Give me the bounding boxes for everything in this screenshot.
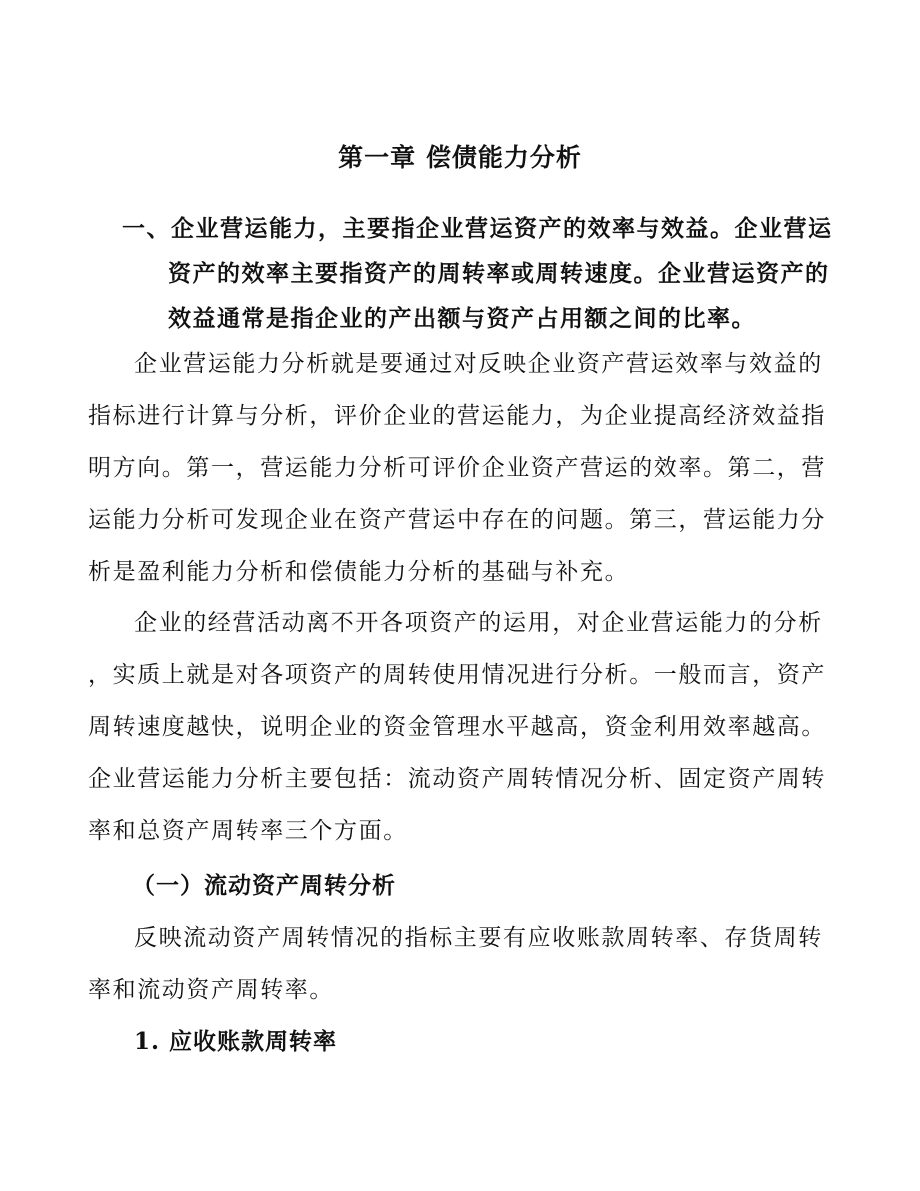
paragraph-line: 企业营运能力分析就是要通过对反映企业资产营运效率与效益的 [134,351,823,377]
paragraph-line: 率和总资产周转率三个方面。 [88,818,408,844]
section-heading-line: 资产的效率主要指资产的周转率或周转速度。企业营运资产的 [168,260,830,287]
paragraph-operating-capacity-analysis [88,338,828,598]
chapter-title: 第一章 偿债能力分析 [338,143,582,172]
paragraph-line: 明方向。第一，营运能力分析可评价企业资产营运的效率。第二，营 [88,455,826,481]
paragraph-line: 运能力分析可发现企业在资产营运中存在的问题。第三，营运能力分 [88,507,826,533]
numbered-item-receivables-turnover: 1. 应收账款周转率 [134,1028,338,1055]
paragraph-current-asset-indicators [88,912,828,1016]
subheading-current-asset-turnover: （一）流动资产周转分析 [132,872,396,899]
section-heading-line: 效益通常是指企业的产出额与资产占用额之间的比率。 [168,305,756,332]
paragraph-line: 率和流动资产周转率。 [88,977,334,1003]
paragraph-line: 周转速度越快，说明企业的资金管理水平越高，资金利用效率越高。 [88,714,826,740]
paragraph-line: 析是盈利能力分析和偿债能力分析的基础与补充。 [88,559,630,585]
paragraph-line: 指标进行计算与分析，评价企业的营运能力，为企业提高经济效益指 [88,403,826,429]
section-heading-line: 一、企业营运能力，主要指企业营运资产的效率与效益。企业营运 [122,215,833,242]
section-heading [122,206,842,341]
paragraph-asset-turnover [88,597,828,857]
paragraph-line: 反映流动资产周转情况的指标主要有应收账款周转率、存货周转 [134,925,823,951]
paragraph-line: ，实质上就是对各项资产的周转使用情况进行分析。一般而言，资产 [88,662,826,688]
paragraph-line: 企业营运能力分析主要包括：流动资产周转情况分析、固定资产周转 [88,766,826,792]
paragraph-line: 企业的经营活动离不开各项资产的运用，对企业营运能力的分析 [134,610,823,636]
